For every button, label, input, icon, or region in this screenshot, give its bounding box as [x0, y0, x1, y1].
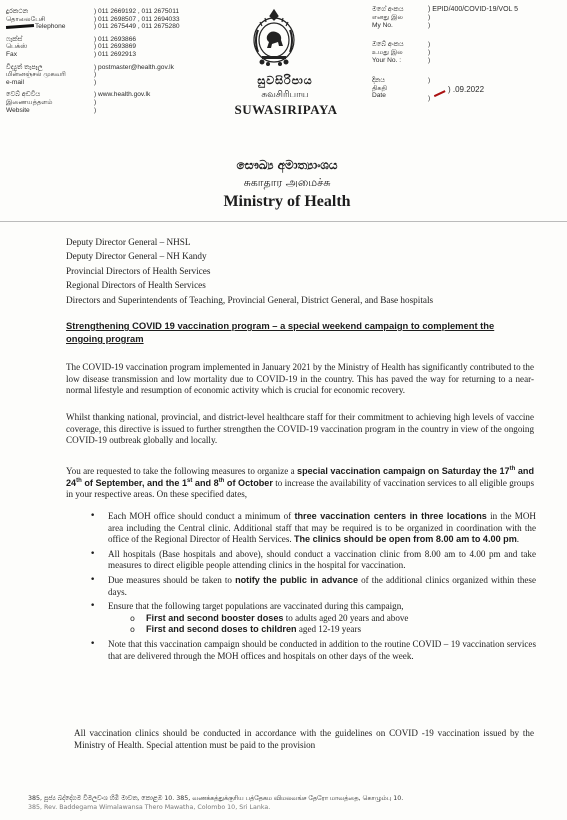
reference-block	[372, 6, 562, 114]
paragraph-2: Whilst thanking national, provincial, and district-level healthcare staff for their commitment to achieving high levels of vaccine coverage, this directive is issued to further strengthen the COVID-19 vaccination program in the country in view of the ongoing COVID-19 outbreak globally and locally.	[66, 412, 534, 445]
subject-heading: Strengthening COVID 19 vaccination program – a special weekend campaign to complement the ongoing program	[66, 320, 495, 344]
list-item	[90, 639, 536, 662]
paragraph-3	[66, 466, 534, 501]
telephone-value-2: ) 011 2698507 , 011 2694033	[94, 15, 180, 23]
ministry-sinhala: සෞඛ්‍ය අමාත්‍යාංශය	[236, 158, 338, 172]
bullet-icon: •	[90, 548, 96, 559]
email-label-ta: மின்னஞ்சல் முகவரி	[6, 71, 66, 79]
national-emblem-icon	[248, 6, 300, 68]
website-label-ta: இணையத்தளம்	[6, 98, 53, 106]
footer-address-line-1: 385, පූජ්‍ය බද්දේගම විමලවංශ හිමි මාවත, කොළඹ 10. 385, வணக்கத்துக்குரிய பத்தேகம விமலவங்ச தேரோ மாவத்தை, கொழும்பு 10.	[28, 795, 404, 802]
bullet-1-end: .	[516, 534, 520, 545]
bullet-3-text-2: of the additional clinics organized within these days.	[108, 574, 536, 597]
bullet-3-text: Due measures should be taken to	[108, 574, 236, 585]
paragraph-1: The COVID-19 vaccination program implemented in January 2021 by the Ministry of Health has significantly contributed to the low disease transmission and low mortality due to COVID-19 in the country. This has paved the way for returning to a near-normal lifestyle and resumption of economic activity which is crucial for economic recovery.	[66, 362, 534, 395]
my-no-label-en: My No.	[372, 21, 393, 29]
sub-item-1-bold: First and second booster doses	[146, 612, 284, 623]
fax-value-1: ) 011 2693866	[94, 35, 137, 43]
fax-value-2: ) 011 2693869	[94, 43, 137, 51]
paragraph-3-text-end: to increase the availability of vaccination services to all eligible groups in your respective areas. On these specified dates,	[66, 477, 534, 499]
list-item	[90, 549, 536, 572]
date-label-si: දිනය	[372, 76, 386, 84]
suwasiripaya-sinhala: සුවසිරිපාය	[257, 74, 313, 87]
sub-item-1-text: to adults aged 20 years and above	[283, 612, 409, 623]
suwasiripaya-english: SUWASIRIPAYA	[234, 102, 338, 117]
date-label-ta: திகதி	[372, 84, 388, 92]
sub-item-2-text: aged 12-19 years	[296, 624, 361, 635]
fax-label-si: ෆැක්ස්	[6, 35, 23, 43]
bullet-1-text-2: in the MOH area including the Central clinic. Additional staff that may be required is to be organized in coordination with the office of the Regional Director of Health Services.	[108, 511, 536, 545]
ministry-english: Ministry of Health	[223, 193, 351, 210]
list-item	[90, 601, 536, 636]
my-no-label-ta: எனது இல	[372, 13, 403, 21]
sub-item-2-bold: First and second doses to children	[146, 624, 297, 635]
sub-list-item	[108, 624, 536, 636]
fax-label-en: Fax	[6, 50, 17, 58]
paragraph-3-campaign-dates: special vaccination campaign on Saturday the 17th and 24th of September, and the 1st and 8th of October	[66, 465, 534, 488]
circle-bullet-icon: o	[130, 625, 135, 635]
sub-list-item	[108, 613, 536, 625]
addressee-item: Directors and Superintendents of Teaching, Provincial General, District General, and Base hospitals	[66, 294, 434, 305]
suwasiripaya-tamil: சுவசிரிபாய	[261, 90, 309, 100]
letterhead-contacts	[6, 8, 216, 119]
bullet-5-text: Note that this vaccination campaign should be conducted in addition to the routine COVID – 19 vaccination services that are delivered through the MOH offices and hospitals on other days of the week.	[108, 638, 536, 661]
my-no-row	[372, 6, 562, 29]
circle-bullet-icon: o	[130, 613, 135, 623]
bullet-icon: •	[90, 511, 96, 521]
telephone-label-si: දුරකථන	[6, 8, 29, 15]
website-label-si: වෙබ් අඩවිය	[6, 91, 41, 99]
email-label-si: විද්‍යුත් තැපෑල	[6, 63, 43, 71]
date-value: ) .09.2022	[448, 84, 485, 94]
email-value: ) postmaster@health.gov.lk	[94, 63, 174, 71]
handwritten-mark-icon	[430, 83, 445, 97]
date-value-1: )	[428, 76, 431, 84]
website-label-en: Website	[6, 106, 30, 114]
list-item	[90, 575, 536, 598]
bullet-3-bold: notify the public in advance	[235, 574, 359, 585]
bullet-4-text: Ensure that the following target populations are vaccinated during this campaign,	[108, 601, 404, 612]
my-no-value-2: )	[428, 13, 431, 21]
email-label-en: e-mail	[6, 78, 24, 86]
ministry-tamil: சுகாதார அமைச்சு	[243, 176, 331, 189]
telephone-value-1: ) 011 2669192 , 011 2675011	[94, 8, 180, 15]
paragraph-4: All vaccination clinics should be conducted in accordance with the guidelines on COVID -19 vaccination issued by the Ministry of Health. Special attention must be paid to the provision	[74, 728, 534, 750]
fax-block	[6, 36, 216, 59]
measures-list	[90, 511, 536, 665]
bullet-icon: •	[90, 574, 96, 585]
bullet-icon: •	[90, 601, 96, 612]
list-item	[90, 511, 536, 546]
date-row	[372, 77, 562, 103]
bullet-1-text: Each MOH office should conduct a minimum of	[108, 511, 295, 521]
addressee-item: Regional Directors of Health Services	[66, 280, 206, 291]
redaction-scribble	[6, 24, 34, 29]
your-no-value-1: )	[428, 41, 431, 49]
your-no-value-2: )	[428, 49, 431, 57]
website-value-3: )	[94, 106, 97, 114]
telephone-block	[6, 8, 216, 31]
bullet-1-bold: three vaccination centers in three locations	[294, 511, 487, 521]
footer-address-line-2: 385, Rev. Baddegama Wimalawansa Thero Mawatha, Colombo 10, Sri Lanka.	[28, 804, 271, 811]
email-value-3: )	[94, 78, 97, 86]
email-value-2: )	[94, 71, 97, 79]
your-no-label-si: ඔබේ අංකය	[372, 41, 404, 49]
website-value: ) www.health.gov.lk	[94, 91, 151, 99]
telephone-label-en: Telephone	[35, 23, 66, 31]
email-block	[6, 64, 216, 87]
website-block	[6, 91, 216, 114]
your-no-label-en: Your No. :	[372, 56, 402, 64]
fax-value-3: ) 011 2692913	[94, 50, 137, 58]
bullet-2-text: All hospitals (Base hospitals and above), should conduct a vaccination clinic from 8.00 am to 4.00 pm and take measures to direct eligible people attending clinics in the hospital for vaccination.	[108, 548, 536, 571]
my-no-value-3: )	[428, 21, 431, 29]
date-label-en: Date	[372, 92, 386, 100]
your-no-label-ta: உமது இல	[372, 49, 403, 57]
addressee-item: Provincial Directors of Health Services	[66, 265, 211, 276]
bullet-icon: •	[90, 638, 96, 649]
addressee-item: Deputy Director General – NH Kandy	[66, 251, 207, 262]
telephone-value-3: ) 011 2675449 , 011 2675280	[94, 23, 180, 31]
telephone-label-ta: தொலைபேசி	[6, 15, 46, 23]
fax-label-ta: பெக்ஸ்	[6, 43, 28, 51]
your-no-value-3: )	[428, 56, 431, 64]
addressee-item: Deputy Director General – NHSL	[66, 237, 191, 247]
bullet-1-hours: The clinics should be open from 8.00 am to 4.00 pm	[293, 534, 517, 545]
your-no-row	[372, 41, 562, 64]
letterhead-divider	[0, 221, 567, 222]
footer-address	[28, 794, 558, 812]
addressee-list	[66, 235, 536, 307]
paragraph-3-text: You are requested to take the following measures to organize a	[66, 466, 298, 476]
my-no-value: ) EPID/400/COVID-19/VOL 5	[428, 6, 518, 13]
date-value-3: )	[428, 94, 431, 102]
my-no-label-si: මගේ අංකය	[372, 6, 404, 13]
website-value-2: )	[94, 98, 97, 106]
